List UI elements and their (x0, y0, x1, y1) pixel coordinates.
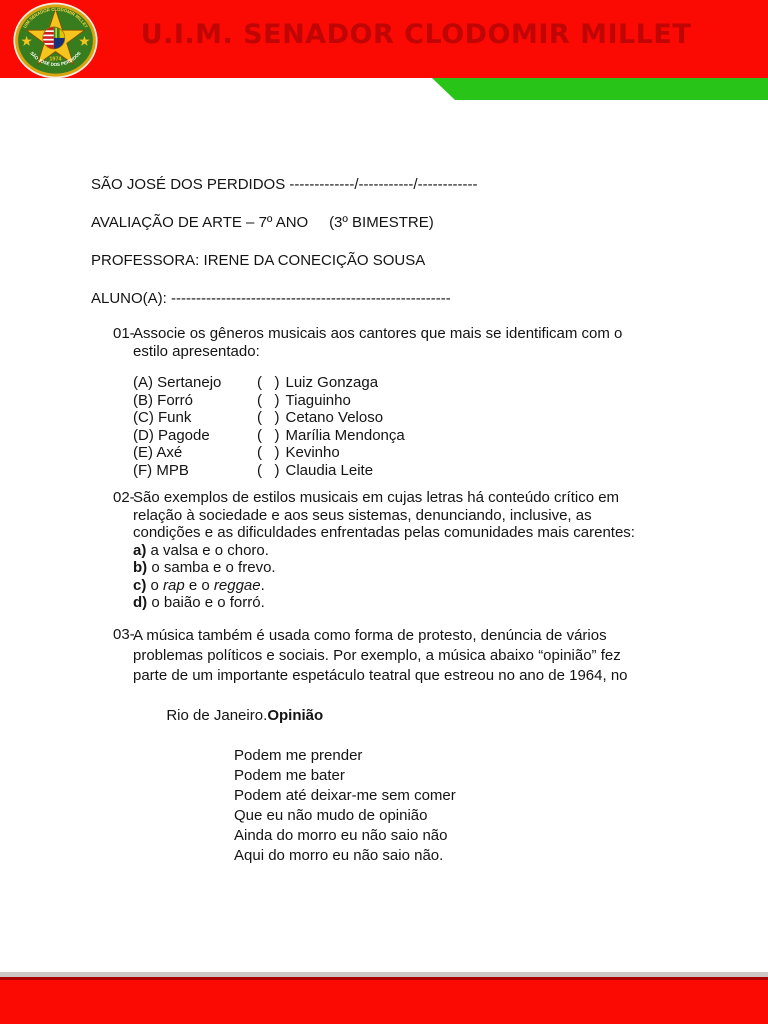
student-name-line: ALUNO(A): -------------------------------------------------------- (91, 289, 451, 307)
genre-cell: (A) Sertanejo (133, 374, 222, 391)
option-text: o baião e o forró. (147, 594, 265, 611)
question-01-text-line: estilo apresentado: (133, 342, 260, 360)
teacher-line: PROFESSORA: IRENE DA CONECIÇÃO SOUSA (91, 252, 426, 269)
poem-line: Ainda do morro eu não saio não (234, 826, 448, 844)
artist-cell: Cetano Veloso (285, 409, 384, 426)
option-text: e o (184, 576, 214, 594)
genre-cell: (E) Axé (133, 444, 183, 461)
question-02-number: 02- (113, 489, 135, 506)
artist-cell: Claudia Leite (285, 461, 374, 479)
option-text: o (146, 576, 164, 594)
poem-block (234, 746, 712, 866)
question-01-text-line: Associe os gêneros musicais aos cantores que mais se identificam com o (133, 325, 623, 342)
matching-row (133, 392, 712, 410)
question-02 (91, 489, 712, 612)
logo-bottom-curved-text: SÃO JOSÉ DOS PERDIDOS (29, 50, 82, 68)
exam-document-body (0, 100, 768, 866)
poem-line: Aqui do morro eu não saio não. (234, 846, 444, 864)
option-text: o samba e o frevo. (147, 559, 276, 576)
option-row (133, 577, 712, 595)
matching-row (133, 409, 712, 427)
question-01-number: 01- (113, 325, 135, 342)
school-name-title: U.I.M. SENADOR CLODOMIR MILLET (140, 19, 692, 50)
question-03 (91, 626, 712, 866)
green-accent-stripe (432, 78, 768, 100)
matching-row (133, 427, 712, 445)
city-date-line: SÃO JOSÉ DOS PERDIDOS -------------/-----------/------------ (91, 176, 478, 193)
question-03-text-line: parte de um importante espetáculo teatral que estreou no ano de 1964, no (133, 666, 628, 684)
matching-row (133, 374, 712, 392)
option-letter: b) (133, 559, 148, 576)
genre-cell: (F) MPB (133, 461, 189, 479)
option-text-italic: reggae (213, 576, 261, 594)
artist-cell: Luiz Gonzaga (285, 374, 379, 391)
option-text-italic: rap (163, 576, 185, 594)
answer-blank: ( ) (257, 409, 280, 426)
question-03-rio-line (133, 686, 712, 746)
option-letter: a) (133, 541, 147, 559)
option-row (133, 542, 712, 560)
subject-line: AVALIAÇÃO DE ARTE – 7º ANO (3º BIMESTRE) (91, 213, 434, 231)
genre-cell: (B) Forró (133, 391, 193, 409)
logo-year-text: 1974 (49, 56, 62, 63)
answer-blank: ( ) (257, 461, 280, 479)
artist-cell: Kevinho (285, 444, 340, 461)
answer-blank: ( ) (257, 426, 280, 444)
question-03-text-line: A música também é usada como forma de protesto, denúncia de vários (133, 626, 607, 644)
question-02-text-line: São exemplos de estilos musicais em cujas letras há conteúdo crítico em (133, 489, 620, 506)
answer-blank: ( ) (257, 391, 280, 409)
answer-blank: ( ) (257, 374, 280, 391)
poem-line: Podem me prender (234, 746, 363, 764)
answer-blank: ( ) (257, 444, 280, 461)
poem-line: Podem me bater (234, 766, 345, 784)
question-02-text-line: relação à sociedade e aos seus sistemas, denunciando, inclusive, as (133, 506, 592, 524)
genre-cell: (D) Pagode (133, 426, 210, 444)
artist-cell: Tiaguinho (285, 391, 351, 409)
question-03-number: 03- (113, 625, 135, 643)
logo-top-curved-text: UIM SENADOR CLODOMIR MILLET (22, 6, 89, 29)
footer-bar (0, 977, 768, 1024)
option-text: . (260, 576, 265, 594)
option-row (133, 594, 712, 612)
poem-line: Podem até deixar-me sem comer (234, 786, 456, 804)
option-row (133, 559, 712, 577)
poem-line: Que eu não mudo de opinião (234, 806, 428, 824)
options-list (133, 542, 712, 612)
question-01 (91, 325, 712, 360)
matching-list (133, 374, 712, 479)
option-letter: d) (133, 594, 148, 611)
artist-cell: Marília Mendonça (285, 426, 405, 444)
school-crest-logo (13, 2, 98, 79)
genre-cell: (C) Funk (133, 409, 192, 426)
question-03-text-line: problemas políticos e sociais. Por exemplo, a música abaixo “opinião” fez (133, 646, 621, 664)
matching-row (133, 444, 712, 462)
poem-title: Opinião (267, 706, 324, 724)
option-letter: c) (133, 576, 147, 594)
question-03-rio-text: Rio de Janeiro. (166, 706, 268, 724)
question-02-text-line: condições e as dificuldades enfrentadas pelas comunidades mais carentes: (133, 524, 635, 541)
header-band (0, 0, 768, 78)
option-text: a valsa e o choro. (146, 541, 269, 559)
matching-row (133, 462, 712, 480)
